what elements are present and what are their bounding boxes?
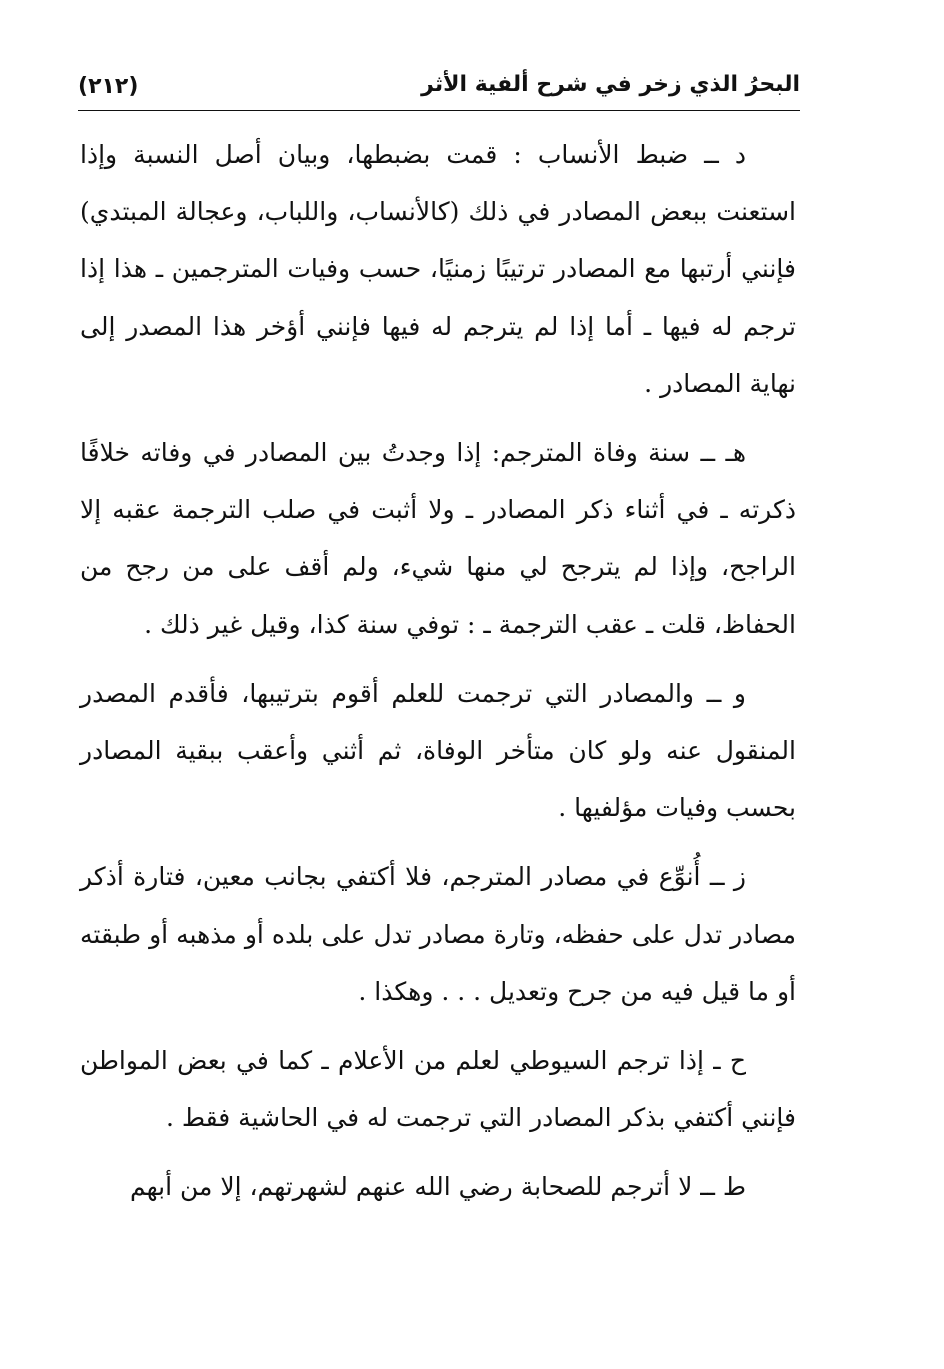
page-number: (٢١٢) xyxy=(78,74,139,99)
body-text xyxy=(80,126,796,1228)
paragraph-tta: ط ــ لا أترجم للصحابة رضي الله عنهم لشهرتهم، إلا من أبهم xyxy=(129,1172,746,1202)
header-rule xyxy=(78,110,800,111)
paragraph-ha: هـ ــ سنة وفاة المترجم: إذا وجدتُ بين المصادر في وفاته خلافًا ذكرته ـ في أثناء ذكر المصادر ـ ولا أثبت في صلب الترجمة عقبه إلا الراجح، وإذا لم يترجح لي منها شيء، ولم أقف على من رجح من الحفاظ، قلت ـ عقب الترجمة ـ : توفي سنة كذا، وقيل غير ذلك . xyxy=(80,438,796,639)
paragraph-hha: ح ـ إذا ترجم السيوطي لعلم من الأعلام ـ كما في بعض المواطن فإنني أكتفي بذكر المصادر التي ترجمت له في الحاشية فقط . xyxy=(80,1046,796,1133)
page-header xyxy=(78,66,800,106)
paragraph-zay: ز ــ أُنوِّع في مصادر المترجم، فلا أكتفي بجانب معين، فتارة أذكر مصادر تدل على حفظه، وتارة مصادر تدل على بلده أو مذهبه أو طبقته أو ما قيل فيه من جرح وتعديل . . . وهكذا . xyxy=(80,862,796,1006)
running-title: البحرُ الذي زخر في شرح ألفية الأثر xyxy=(421,72,800,97)
paragraph-dal: د ــ ضبط الأنساب : قمت بضبطها، وبيان أصل النسبة وإذا استعنت ببعض المصادر في ذلك (كالأنساب، واللباب، وعجالة المبتدي) فإنني أرتبها مع المصادر ترتيبًا زمنيًا، حسب وفيات المترجمين ـ هذا إذا ترجم له فيها ـ أما إذا لم يترجم له فيها فإنني أؤخر هذا المصدر إلى نهاية المصادر . xyxy=(80,140,796,398)
paragraph-waw: و ــ والمصادر التي ترجمت للعلم أقوم بترتيبها، فأقدم المصدر المنقول عنه ولو كان متأخر الوفاة، ثم أثني وأعقب ببقية المصادر بحسب وفيات مؤلفيها . xyxy=(80,678,796,823)
